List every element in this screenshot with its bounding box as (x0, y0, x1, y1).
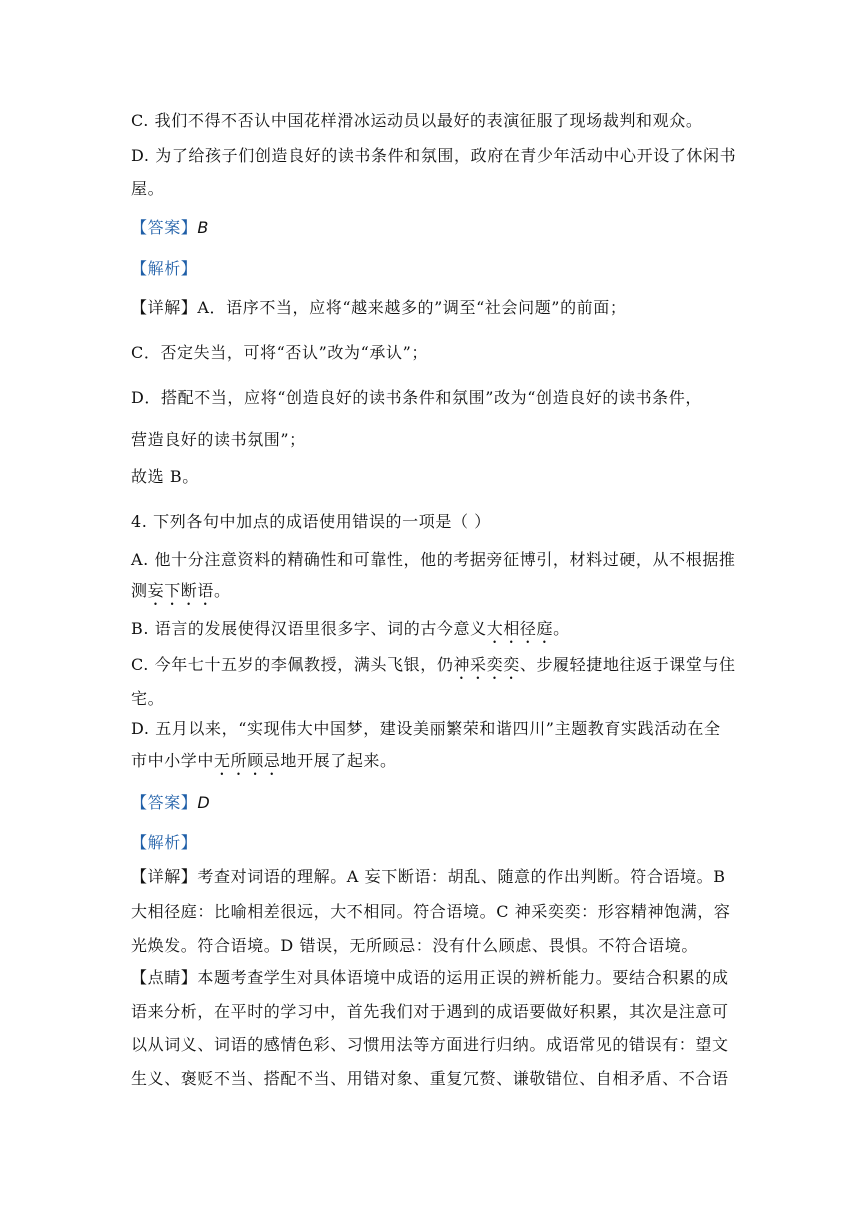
q4-option-d-line2 (131, 750, 740, 779)
q4-tip-line4: 生义、褒贬不当、搭配不当、用错对象、重复冗赘、谦敬错位、自相矛盾、不合语 (131, 1069, 729, 1088)
q3-option-d-line1: D. 为了给孩子们创造良好的读书条件和氛围，政府在青少年活动中心开设了休闲书 (131, 146, 737, 165)
q3-detail-d-line2: 营造良好的读书氛围”； (131, 430, 306, 449)
q4-tip-line1 (131, 967, 740, 989)
q3-detail-c: C．否定失当，可将“否认”改为“承认”； (131, 343, 428, 362)
detail-text: 考查对词语的理解。A 妄下断语：胡乱、随意的作出判断。符合语境。B (197, 867, 726, 886)
q3-option-d-line2: 屋。 (131, 179, 165, 198)
q4-detail-line3: 光焕发。符合语境。D 错误，无所顾忌：没有什么顾虑、畏惧。不符合语境。 (131, 936, 698, 955)
option-b-text: B. 语言的发展使得汉语里很多字、词的古今意义 (131, 619, 487, 638)
q4-option-a-line2 (131, 580, 740, 609)
detail-tag: 【详解】 (131, 867, 198, 886)
option-a-end: 。 (214, 581, 231, 600)
q4-stem: 4. 下列各句中加点的成语使用错误的一项是（ ） (131, 512, 491, 531)
analysis-tag: 【解析】 (131, 833, 198, 852)
q4-option-c-line1 (131, 654, 740, 683)
q3-analysis-tag (131, 258, 740, 280)
q4-tip-line3: 以从词义、词语的感情色彩、习惯用法等方面进行归纳。成语常见的错误有：望文 (131, 1035, 729, 1054)
dotted-idiom: 妄下断语 (147, 581, 215, 600)
q3-option-c: C. 我们不得不否认中国花样滑冰运动员以最好的表演征服了现场裁判和观众。 (131, 111, 703, 130)
answer-value: D (197, 793, 211, 812)
analysis-tag: 【解析】 (131, 259, 198, 278)
dotted-idiom: 无所顾忌 (214, 751, 281, 770)
q4-option-d-line1: D. 五月以来，“实现伟大中国梦，建设美丽繁荣和谐四川”主题教育实践活动在全 (131, 719, 721, 738)
q4-option-a-line1: A. 他十分注意资料的精确性和可靠性，他的考据旁征博引，材料过硬，从不根据推 (131, 550, 736, 569)
option-c-rest: 、步履轻捷地往返于课堂与住 (519, 655, 736, 674)
q4-option-c-line2: 宅。 (131, 689, 165, 708)
dotted-idiom: 神采奕奕 (453, 655, 520, 674)
q4-tip-line2: 语来分析，在平时的学习中，首先我们对于遇到的成语要做好积累，其次是注意可 (131, 1002, 729, 1021)
q4-detail-line1 (131, 866, 740, 888)
q3-answer (131, 217, 740, 239)
q3-conclusion: 故选 B。 (131, 467, 199, 486)
detail-a-text: A．语序不当，应将“越来越多的”调至“社会问题”的前面； (197, 298, 627, 317)
option-d-text: 市中小学中 (131, 751, 215, 770)
option-c-text: C. 今年七十五岁的李佩教授，满头飞银，仍 (131, 655, 454, 674)
dotted-idiom: 大相径庭 (486, 619, 554, 638)
answer-tag: 【答案】 (131, 218, 198, 237)
option-d-rest: 地开展了起来。 (280, 751, 397, 770)
option-a-text: 测 (131, 581, 148, 600)
q3-detail-d-line1: D．搭配不当，应将“创造良好的读书条件和氛围”改为“创造良好的读书条件， (131, 388, 702, 407)
q4-detail-line2: 大相径庭：比喻相差很远，大不相同。符合语境。C 神采奕奕：形容精神饱满，容 (131, 902, 731, 921)
detail-tag: 【详解】 (131, 298, 198, 317)
q4-answer (131, 792, 740, 814)
answer-value: B (197, 218, 209, 237)
tip-tag: 【点睛】 (131, 968, 198, 987)
q3-detail-a (131, 297, 740, 319)
q4-option-b (131, 618, 740, 647)
answer-tag: 【答案】 (131, 793, 198, 812)
q4-analysis-tag (131, 832, 740, 854)
option-b-end: 。 (553, 619, 570, 638)
tip-text: 本题考查学生对具体语境中成语的运用正误的辨析能力。要结合积累的成 (197, 968, 729, 987)
